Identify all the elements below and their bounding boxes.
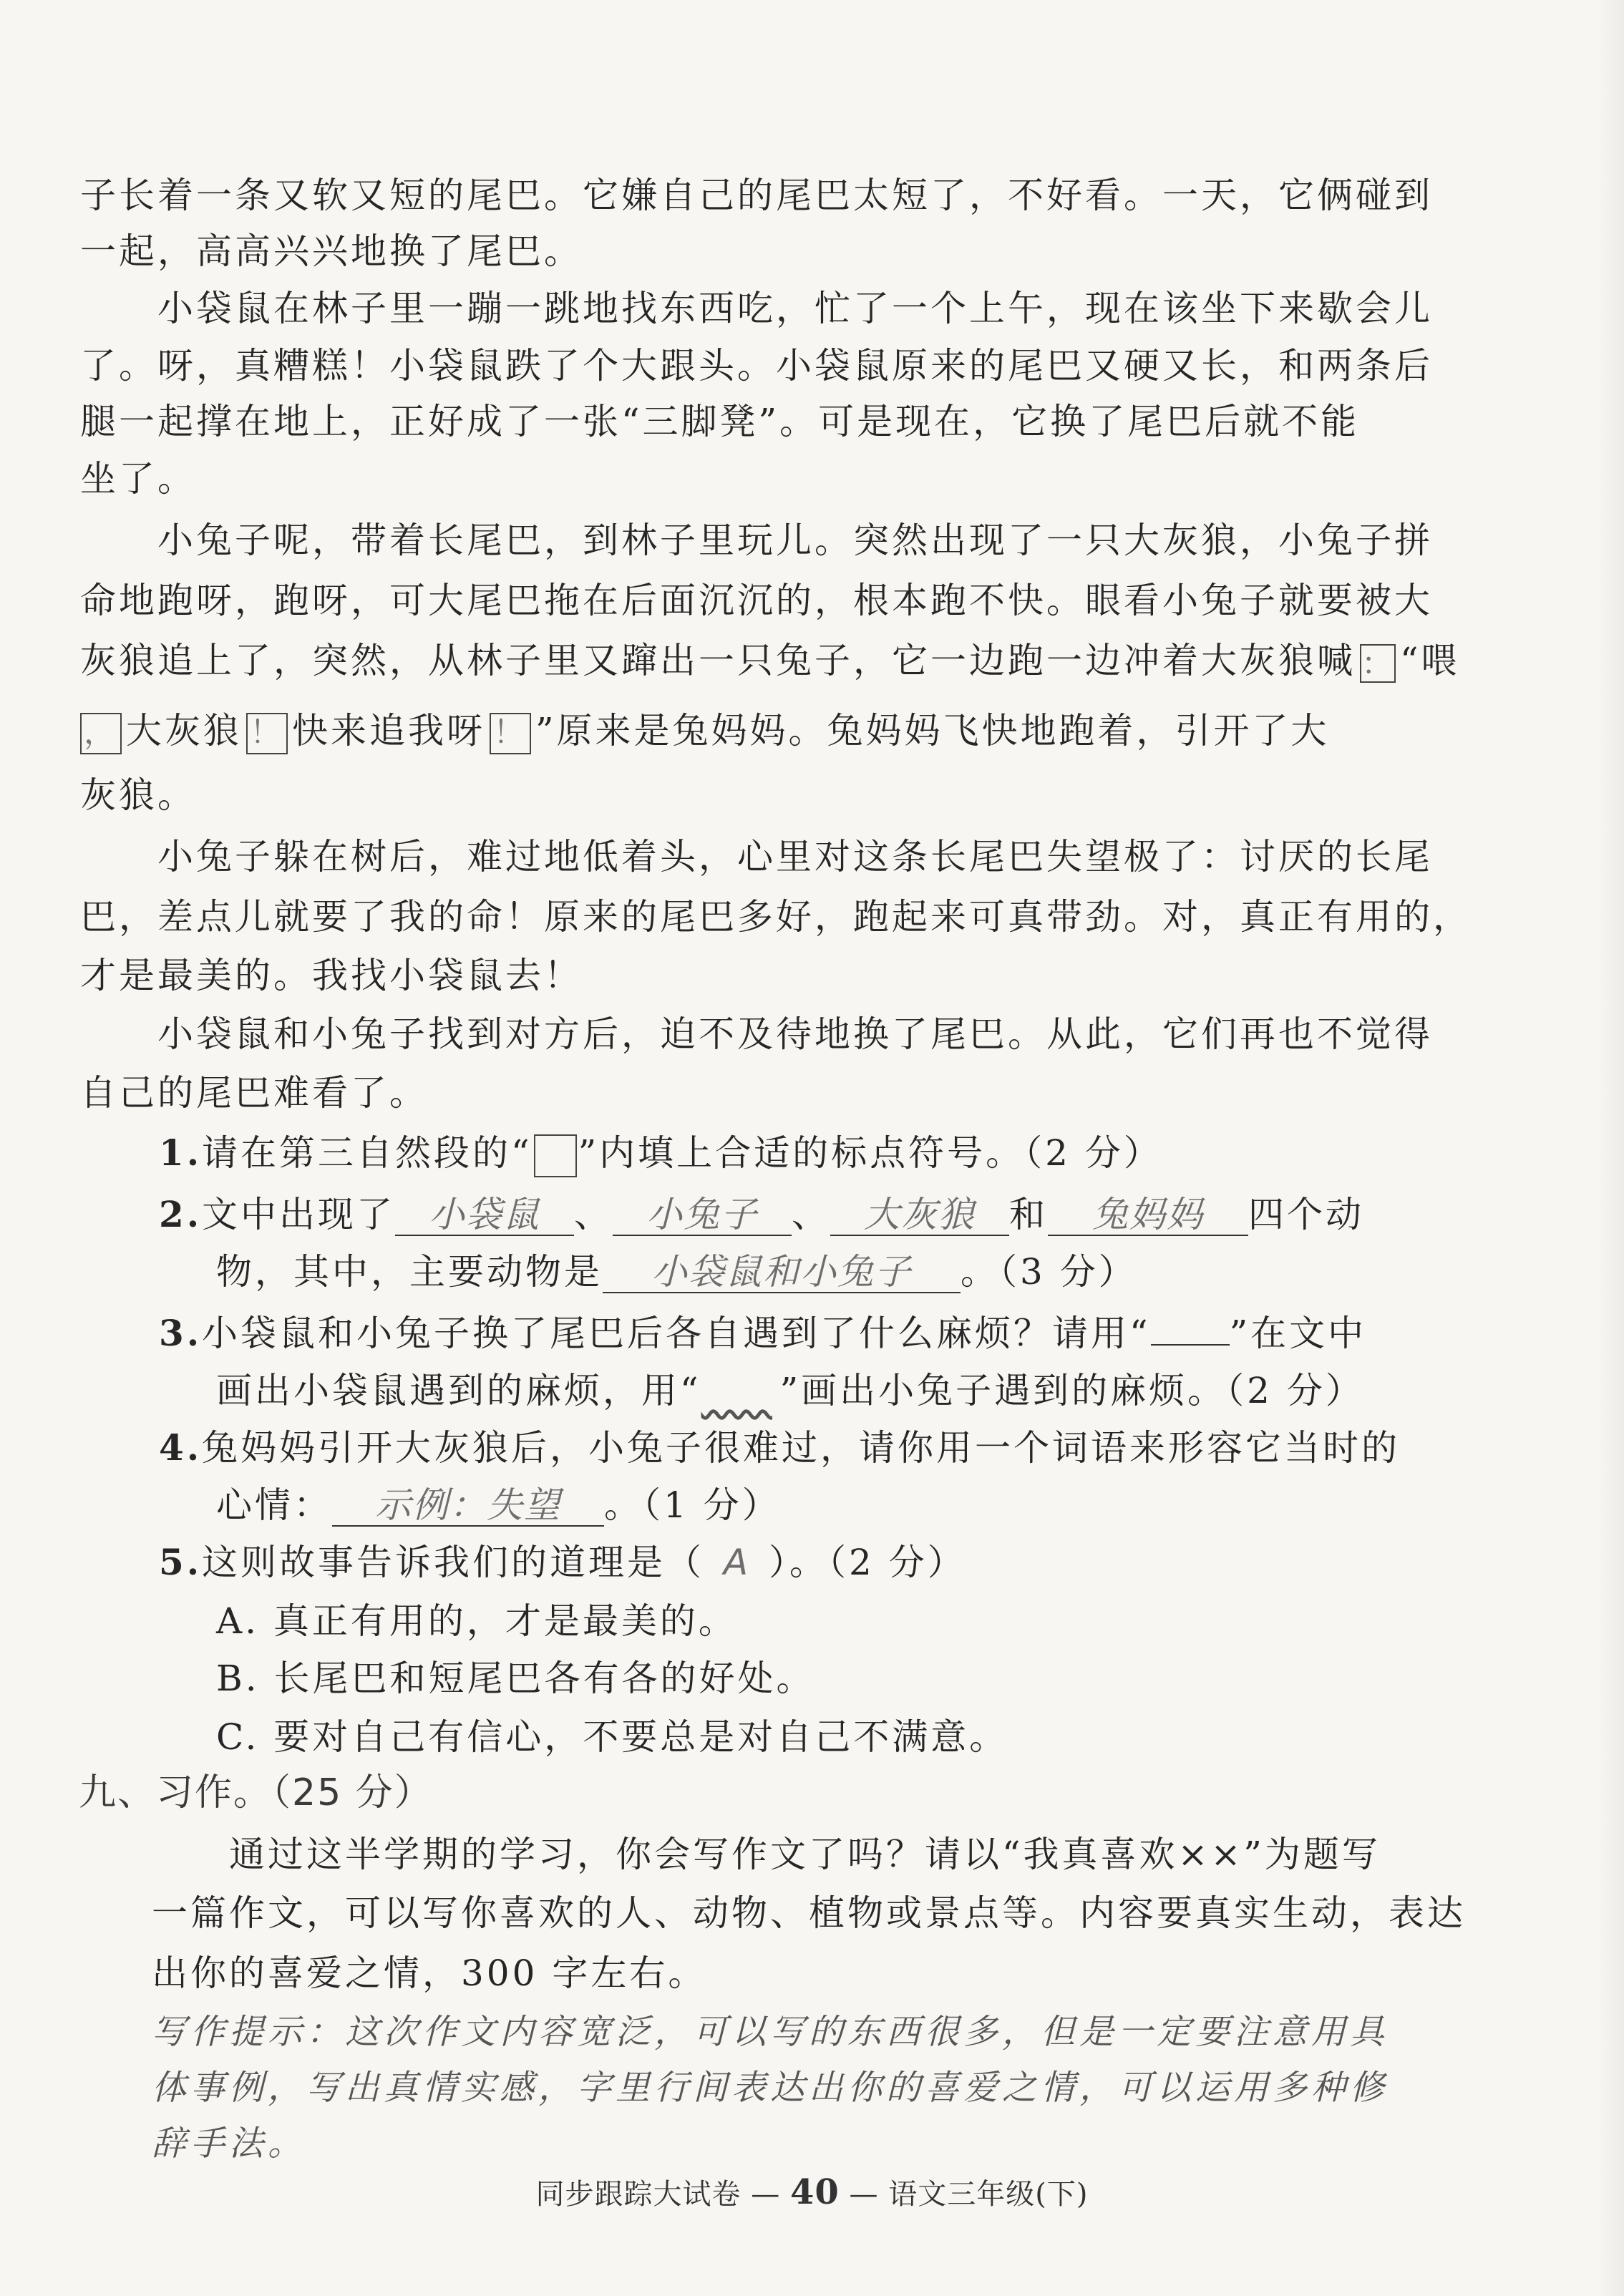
passage-text: 灰狼追上了，突然，从林子里又蹿出一只兔子，它一边跑一边冲着大灰狼喊 bbox=[80, 640, 1356, 681]
question-text: 小袋鼠和小兔子换了尾巴后各自遇到了什么麻烦？请用“ bbox=[202, 1313, 1151, 1354]
passage-line: 了。呀，真糟糕！小袋鼠跌了个大跟头。小袋鼠原来的尾巴又硬又长，和两条后 bbox=[80, 345, 1433, 386]
passage-line: 一起，高高兴兴地换了尾巴。 bbox=[80, 230, 583, 272]
punctuation-box[interactable]: ， bbox=[80, 713, 122, 754]
question-text: 兔妈妈引开大灰狼后，小兔子很难过，请你用一个词语来形容它当时的 bbox=[202, 1427, 1400, 1469]
passage-line: 子长着一条又软又短的尾巴。它嫌自己的尾巴太短了，不好看。一天，它俩碰到 bbox=[80, 175, 1433, 216]
passage-line: 自己的尾巴难看了。 bbox=[80, 1072, 428, 1114]
passage-line bbox=[80, 637, 1460, 684]
prompt-line: 通过这半学期的学习，你会写作文了吗？请以“我真喜欢××”为题写 bbox=[229, 1834, 1381, 1875]
question-2 bbox=[159, 1191, 1364, 1238]
question-text: 。（1 分） bbox=[604, 1484, 781, 1526]
straight-line-sample bbox=[1151, 1344, 1230, 1346]
question-text: ”画出小兔子遇到的麻烦。（2 分） bbox=[779, 1370, 1364, 1411]
passage-line: 小兔子呢，带着长尾巴，到林子里玩儿。突然出现了一只大灰狼，小兔子拼 bbox=[157, 520, 1433, 561]
question-text: ”内填上合适的标点符号。（2 分） bbox=[578, 1132, 1162, 1174]
question-text: 这则故事告诉我们的道理是（ bbox=[202, 1542, 704, 1583]
question-text: 心情： bbox=[216, 1484, 332, 1526]
passage-line: 小袋鼠和小兔子找到对方后，迫不及待地换了尾巴。从此，它们再也不觉得 bbox=[157, 1013, 1433, 1055]
page-footer bbox=[0, 2171, 1624, 2212]
question-text: 四个动 bbox=[1248, 1194, 1364, 1235]
passage-text: “喂 bbox=[1400, 640, 1460, 681]
passage-line: 灰狼。 bbox=[80, 774, 196, 816]
question-text: ”在文中 bbox=[1229, 1313, 1367, 1354]
answer-blank[interactable]: 小兔子 bbox=[613, 1195, 792, 1236]
passage-line: 才是最美的。我找小袋鼠去！ bbox=[80, 955, 583, 996]
passage-line bbox=[80, 707, 1330, 754]
page-edge-shadow bbox=[1598, 0, 1624, 2296]
wavy-line-sample bbox=[701, 1367, 780, 1414]
question-number: 3. bbox=[159, 1312, 203, 1354]
answer-blank[interactable]: 小袋鼠和小兔子 bbox=[603, 1252, 961, 1293]
page-number: 40 bbox=[789, 2172, 840, 2212]
question-text: 文中出现了 bbox=[202, 1194, 395, 1235]
answer-blank[interactable]: 大灰狼 bbox=[830, 1195, 1009, 1236]
passage-text: ”原来是兔妈妈。兔妈妈飞快地跑着，引开了大 bbox=[535, 710, 1330, 751]
answer-blank[interactable]: 小袋鼠 bbox=[395, 1195, 574, 1236]
footer-subject: — 语文三年级(下) bbox=[849, 2178, 1089, 2211]
punctuation-box[interactable]: ！ bbox=[246, 713, 288, 754]
question-4-cont bbox=[216, 1482, 781, 1529]
passage-line: 坐了。 bbox=[80, 458, 196, 500]
question-number: 2. bbox=[159, 1193, 203, 1235]
option-a[interactable]: A. 真正有用的，才是最美的。 bbox=[216, 1600, 737, 1642]
question-text: 画出小袋鼠遇到的麻烦，用“ bbox=[216, 1370, 701, 1411]
question-1 bbox=[159, 1129, 1162, 1177]
question-text: 物，其中，主要动物是 bbox=[216, 1251, 603, 1293]
choice-answer[interactable]: A bbox=[723, 1542, 750, 1583]
passage-text: 大灰狼 bbox=[126, 710, 242, 751]
writing-hint-line: 辞手法。 bbox=[152, 2124, 307, 2164]
question-2-cont bbox=[216, 1248, 1137, 1295]
passage-line: 小袋鼠在林子里一蹦一跳地找东西吃，忙了一个上午，现在该坐下来歇会儿 bbox=[157, 288, 1433, 329]
option-b[interactable]: B. 长尾巴和短尾巴各有各的好处。 bbox=[216, 1658, 815, 1699]
answer-blank[interactable]: 兔妈妈 bbox=[1048, 1195, 1248, 1236]
question-5 bbox=[159, 1539, 966, 1586]
question-text: 、 bbox=[792, 1194, 830, 1235]
question-number: 1. bbox=[159, 1132, 203, 1174]
answer-blank[interactable]: 示例：失望 bbox=[332, 1485, 604, 1527]
question-4 bbox=[159, 1424, 1400, 1472]
prompt-line: 一篇作文，可以写你喜欢的人、动物、植物或景点等。内容要真实生动，表达 bbox=[152, 1892, 1466, 1934]
question-3 bbox=[159, 1310, 1366, 1357]
sample-box-icon bbox=[534, 1134, 577, 1177]
question-text: 、 bbox=[574, 1194, 613, 1235]
writing-hint-line: 写作提示：这次作文内容宽泛，可以写的东西很多，但是一定要注意用具 bbox=[152, 2012, 1389, 2052]
question-number: 4. bbox=[159, 1426, 203, 1469]
passage-line: 小兔子躲在树后，难过地低着头，心里对这条长尾巴失望极了：讨厌的长尾 bbox=[157, 836, 1433, 877]
question-text: ）。（2 分） bbox=[769, 1542, 966, 1583]
passage-text: 快来追我呀 bbox=[292, 710, 485, 751]
footer-book-title: 同步跟踪大试卷 — bbox=[535, 2178, 781, 2211]
writing-hint-line: 体事例，写出真情实感，字里行间表达出你的喜爱之情，可以运用多种修 bbox=[152, 2068, 1389, 2108]
question-text: 和 bbox=[1009, 1194, 1048, 1235]
punctuation-box[interactable]: ： bbox=[1361, 646, 1396, 682]
passage-line: 巴，差点儿就要了我的命！原来的尾巴多好，跑起来可真带劲。对，真正有用的， bbox=[80, 896, 1472, 938]
option-c[interactable]: C. 要对自己有信心，不要总是对自己不满意。 bbox=[216, 1716, 1008, 1758]
punctuation-box[interactable]: ！ bbox=[490, 713, 531, 754]
question-number: 5. bbox=[159, 1541, 203, 1583]
question-text: 请在第三自然段的“ bbox=[202, 1132, 533, 1174]
question-text: 。（3 分） bbox=[961, 1251, 1137, 1293]
passage-line: 腿一起撑在地上，正好成了一张“三脚凳”。可是现在，它换了尾巴后就不能 bbox=[80, 401, 1360, 442]
prompt-line: 出你的喜爱之情，300 字左右。 bbox=[152, 1952, 707, 1994]
question-3-cont bbox=[216, 1367, 1364, 1414]
section-title-writing: 九、习作。（25 分） bbox=[79, 1771, 433, 1814]
passage-line: 命地跑呀，跑呀，可大尾巴拖在后面沉沉的，根本跑不快。眼看小兔子就要被大 bbox=[80, 580, 1433, 621]
